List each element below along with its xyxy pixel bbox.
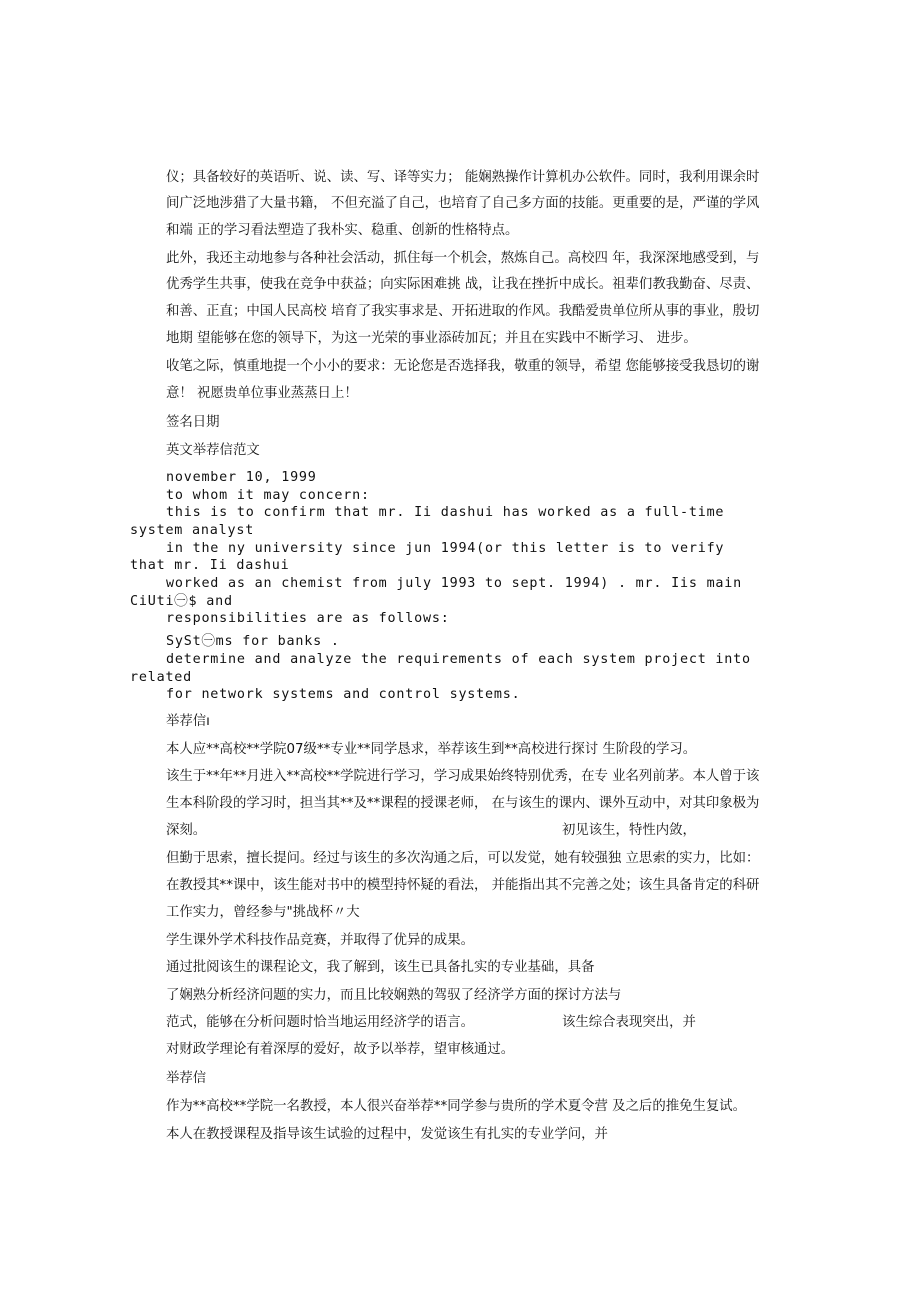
letter-line: related — [130, 670, 193, 685]
text-line: 收笔之际，慎重地提一个小小的要求：无论您是否选择我，敬重的领导，希望 您能够接受我恳切的谢 — [166, 359, 760, 374]
text-line: 优秀学生共事，使我在竞争中获益；向实际困难挑 战，让我在挫折中成长。祖辈们教我勤奋、尽责、 — [166, 277, 760, 292]
text-line: 了娴熟分析经济问题的实力，而且比较娴熟的驾驭了经济学方面的探讨方法与 — [166, 988, 622, 1003]
text-line: 在教授其**课中，该生能对书中的模型持怀疑的看法， 并能指出其不完善之处；该生具备肯定的科研 — [166, 878, 760, 893]
text-line: 此外，我还主动地参与各种社会活动，抓住每一个机会，熬炼自己。高校四 年，我深深地感受到，与 — [166, 251, 760, 266]
text-line: 仪；具备较好的英语听、说、读、写、译等实力； 能娴熟操作计算机办公软件。同时，我利用课余时 — [166, 170, 760, 185]
text-line: 该生综合表现突出，并 — [562, 1015, 696, 1030]
letter-line: this is to confirm that mr. Ii dashui has worked as a full-time — [166, 505, 725, 520]
text-line: 学生课外学术科技作品竞赛，并取得了优异的成果。 — [166, 933, 474, 948]
letter-line: that mr. Ii dashui — [130, 558, 290, 573]
letter-title: 举荐信 — [166, 1071, 207, 1086]
text-line: 地期 望能够在您的领导下，为这一光荣的事业添砖加瓦；并且在实践中不断学习、 进步。 — [166, 331, 697, 346]
text-line: 但勤于思索，擅长提问。经过与该生的多次沟通之后，可以发觉，她有较强独 立思索的实力，比如： — [166, 851, 760, 866]
text-line: 和善、正直；中国人民高校 培育了我实事求是、开拓进取的作风。我酷爱贵单位所从事的事业，殷切 — [166, 304, 760, 319]
text-line: 意！ 祝愿贵单位事业蒸蒸日上！ — [166, 386, 358, 401]
text-line: 深刻。 — [166, 823, 207, 838]
text-line: 本人应**高校**学院07级**专业**同学恳求，举荐该生到**高校进行探讨 生阶段的学习。 — [166, 742, 697, 757]
letter-title: 举荐信ı — [166, 714, 210, 729]
text-line: 工作实力，曾经参与"挑战杯〃大 — [166, 905, 360, 920]
text-line: 初见该生，特性内敛， — [562, 823, 696, 838]
signature-date: 签名日期 — [166, 415, 220, 430]
letter-line: system analyst — [130, 523, 255, 538]
letter-line: CiUti㊀$ and — [130, 594, 233, 609]
letter-line: in the ny university since jun 1994(or this letter is to verify — [166, 541, 725, 556]
text-line: 通过批阅该生的课程论文，我了解到，该生已具备扎实的专业基础，具备 — [166, 960, 595, 975]
letter-line: november 10, 1999 — [166, 470, 317, 485]
text-line: 和端 正的学习看法塑造了我朴实、稳重、创新的性格特点。 — [166, 223, 519, 238]
text-line: 本人在教授课程及指导该生试验的过程中，发觉该生有扎实的专业学问，并 — [166, 1127, 608, 1142]
text-line: 范式，能够在分析问题时恰当地运用经济学的语言。 — [166, 1015, 474, 1030]
text-line: 生本科阶段的学习时，担当其**及**课程的授课老师， 在与该生的课内、课外互动中，对其印象极为 — [166, 796, 760, 811]
letter-line: responsibilities are as follows: — [166, 611, 450, 626]
letter-line: worked as an chemist from july 1993 to sept. 1994) . mr. Iis main — [166, 576, 743, 591]
section-heading: 英文举荐信范文 — [166, 443, 260, 458]
text-line: 间广泛地涉猎了大量书籍， 不但充溢了自己，也培育了自己多方面的技能。更重要的是，严谨的学风 — [166, 196, 760, 211]
letter-line: for network systems and control systems. — [166, 687, 521, 702]
text-line: 作为**高校**学院一名教授，本人很兴奋举荐**同学参与贵所的学术夏令营 及之后的推免生复试。 — [166, 1099, 747, 1114]
text-line: 对财政学理论有着深厚的爱好，故予以举荐，望审核通过。 — [166, 1042, 515, 1057]
letter-line: determine and analyze the requirements of each system project into — [166, 652, 751, 667]
text-line: 该生于**年**月进入**高校**学院进行学习，学习成果始终特别优秀，在专 业名列前茅。本人曾于该 — [166, 769, 760, 784]
letter-line: to whom it may concern: — [166, 488, 370, 503]
letter-line: SySt㊀ms for banks . — [166, 634, 340, 649]
